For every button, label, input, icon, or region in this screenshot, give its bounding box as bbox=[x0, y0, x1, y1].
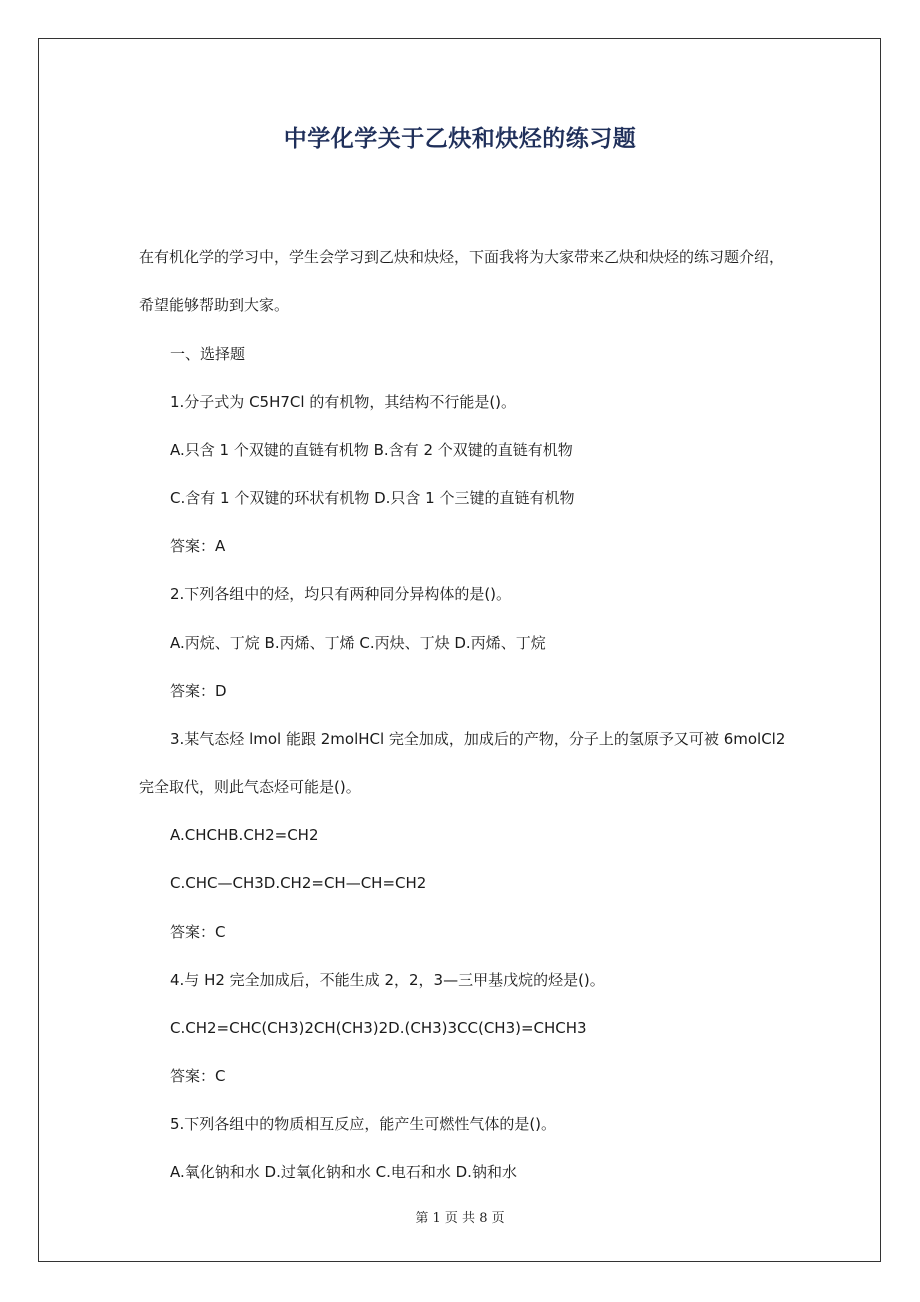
question-4-answer: 答案：C bbox=[170, 1067, 226, 1085]
intro-line-1: 在有机化学的学习中，学生会学习到乙炔和炔烃，下面我将为大家带来乙炔和炔烃的练习题介绍， bbox=[139, 248, 785, 266]
question-1-options-cd: C.含有 1 个双键的环状有机物 D.只含 1 个三键的直链有机物 bbox=[170, 489, 575, 507]
intro-line-2: 希望能够帮助到大家。 bbox=[139, 296, 290, 314]
question-1-answer: 答案：A bbox=[170, 537, 226, 555]
question-3-line-1: 3.某气态烃 lmol 能跟 2molHCl 完全加成，加成后的产物，分子上的氢原予又可被 6molCl2 bbox=[170, 730, 786, 748]
question-4: 4.与 H2 完全加成后，不能生成 2，2，3—三甲基戊烷的烃是()。 bbox=[170, 971, 605, 989]
section-heading: 一、选择题 bbox=[170, 345, 246, 363]
question-5: 5.下列各组中的物质相互反应，能产生可燃性气体的是()。 bbox=[170, 1115, 557, 1133]
question-3-answer: 答案：C bbox=[170, 923, 226, 941]
question-5-options: A.氧化钠和水 D.过氧化钠和水 C.电石和水 D.钠和水 bbox=[170, 1163, 517, 1181]
question-2-answer: 答案：D bbox=[170, 682, 227, 700]
question-1-options-ab: A.只含 1 个双键的直链有机物 B.含有 2 个双键的直链有机物 bbox=[170, 441, 573, 459]
question-4-options: C.CH2=CHC(CH3)2CH(CH3)2D.(CH3)3CC(CH3)=CHCH3 bbox=[170, 1019, 587, 1037]
question-3-options-ab: A.CHCHB.CH2=CH2 bbox=[170, 826, 319, 844]
question-3-line-2: 完全取代，则此气态烃可能是()。 bbox=[139, 778, 361, 796]
page-footer: 第 1 页 共 8 页 bbox=[415, 1211, 505, 1226]
question-3-options-cd: C.CHC—CH3D.CH2=CH—CH=CH2 bbox=[170, 874, 427, 892]
question-2-options: A.丙烷、丁烷 B.丙烯、丁烯 C.丙炔、丁炔 D.丙烯、丁烷 bbox=[170, 634, 546, 652]
question-2: 2.下列各组中的烃，均只有两种同分异构体的是()。 bbox=[170, 585, 512, 603]
document-title: 中学化学关于乙炔和炔烃的练习题 bbox=[283, 126, 637, 152]
question-1: 1.分子式为 C5H7Cl 的有机物，其结构不行能是()。 bbox=[170, 393, 517, 411]
